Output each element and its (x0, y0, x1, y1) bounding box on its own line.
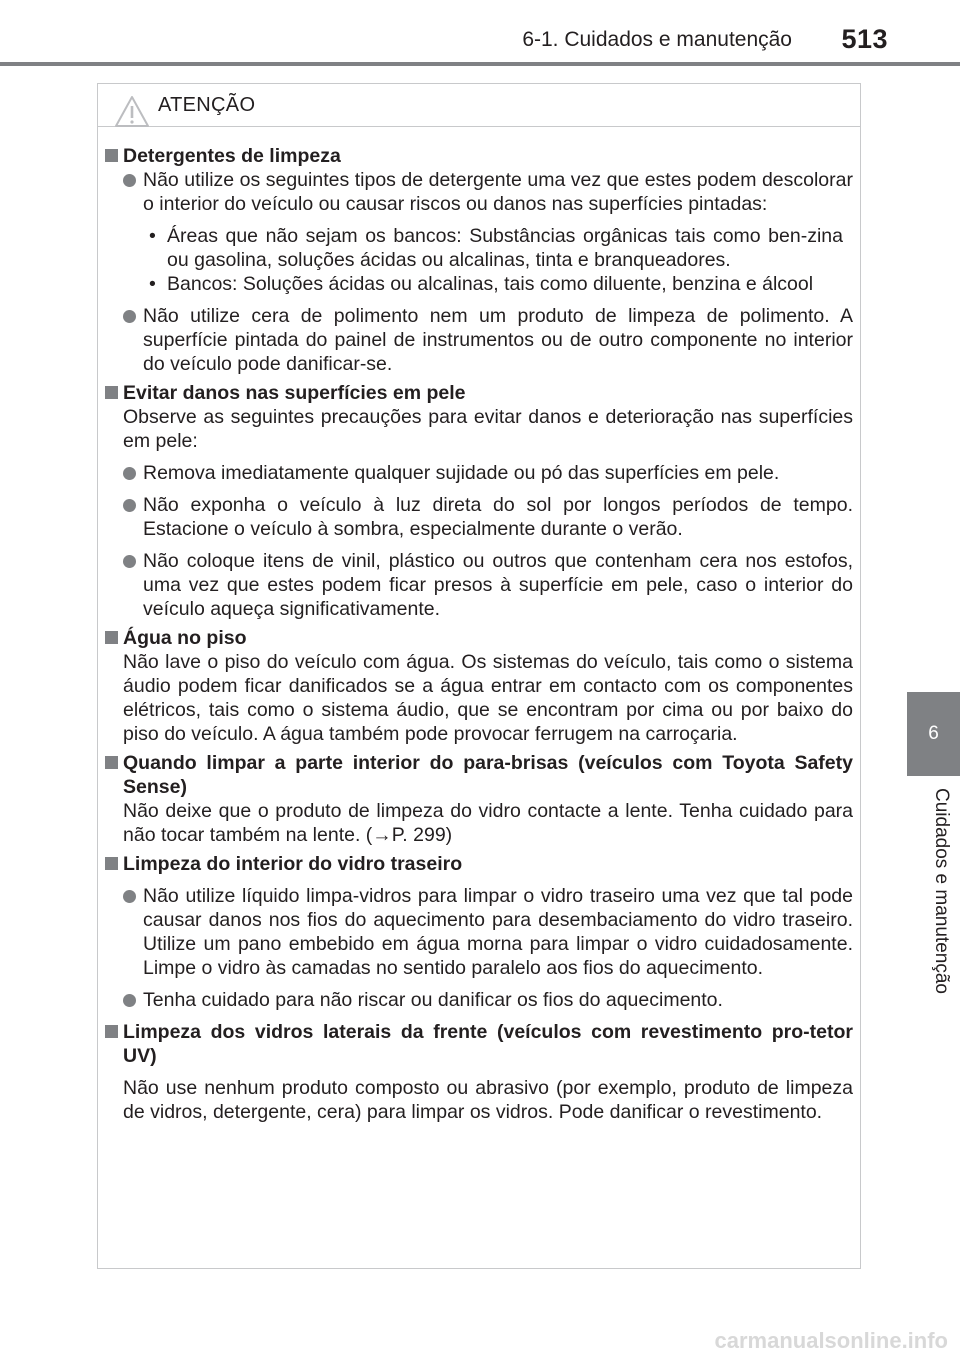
list-item: Não utilize os seguintes tipos de detergente uma vez que estes podem descolorar o interior do veículo ou causar riscos ou danos nas superfícies pintadas: (105, 168, 853, 216)
section-title-side-windows: Limpeza dos vidros laterais da frente (veículos com revestimento pro-tetor UV) (105, 1020, 853, 1068)
section-header: 6-1. Cuidados e manutenção (522, 28, 792, 51)
circle-bullet-icon (123, 499, 136, 512)
circle-bullet-icon (123, 994, 136, 1007)
chapter-number: 6 (928, 723, 939, 744)
circle-bullet-icon (123, 467, 136, 480)
warning-header (98, 84, 860, 127)
circle-bullet-icon (123, 890, 136, 903)
list-item: Não coloque itens de vinil, plástico ou outros que contenham cera nos estofos, uma vez que estes podem ficar presos à superfície em pele, caso o interior do veículo aqueça significativamente. (105, 549, 853, 621)
list-item: Não exponha o veículo à luz direta do sol por longos períodos de tempo. Estacione o veículo à sombra, especialmente durante o verão. (105, 493, 853, 541)
section-text: Não use nenhum produto composto ou abrasivo (por exemplo, produto de limpeza de vidros, detergente, cera) para limpar os vidros. Pode danificar o revestimento. (123, 1077, 853, 1123)
circle-bullet-icon (123, 310, 136, 323)
list-item: Não utilize cera de polimento nem um produto de limpeza de polimento. A superfície pintada do painel de instrumentos ou de outro componente no interior do veículo pode danificar-se. (105, 304, 853, 376)
list-item: Tenha cuidado para não riscar ou danificar os fios do aquecimento. (105, 988, 853, 1012)
page-number: 513 (841, 24, 888, 54)
square-bullet-icon (105, 149, 118, 162)
square-bullet-icon (105, 386, 118, 399)
warning-title: ATENÇÃO (158, 93, 256, 116)
chapter-label: Cuidados e manutenção (931, 788, 952, 994)
header-rule (0, 62, 960, 66)
square-bullet-icon (105, 756, 118, 769)
warning-box (97, 83, 861, 1269)
section-title-windshield: Quando limpar a parte interior do para-brisas (veículos com Toyota Safety Sense) (105, 751, 853, 799)
sub-list-item: • Bancos: Soluções ácidas ou alcalinas, tais como diluente, benzina e álcool (149, 273, 814, 295)
square-bullet-icon (105, 857, 118, 870)
circle-bullet-icon (123, 174, 136, 187)
square-bullet-icon (105, 1025, 118, 1038)
sub-list-item: • Áreas que não sejam os bancos: Substâncias orgânicas tais como ben-zina ou gasolina, soluções ácidas ou alcalinas, tinta e branqueadores. (149, 225, 843, 271)
list-item: Remova imediatamente qualquer sujidade ou pó das superfícies em pele. (105, 461, 853, 485)
warning-content (105, 144, 853, 1124)
square-bullet-icon (105, 631, 118, 644)
chapter-tab (907, 692, 960, 776)
section-text: Não lave o piso do veículo com água. Os sistemas do veículo, tais como o sistema áudio podem ficar danificados se a água entrar em contacto com os componentes elétricos, tais como o sistema áudio, que se encontram por cima ou por baixo do piso do veículo. A água também pode provocar ferrugem na carroçaria. (123, 651, 853, 745)
watermark: carmanualsonline.info (714, 1328, 948, 1353)
section-title-leather: Evitar danos nas superfícies em pele (105, 381, 853, 405)
section-title-detergents: Detergentes de limpeza (105, 144, 853, 168)
list-item: Não utilize líquido limpa-vidros para limpar o vidro traseiro uma vez que tal pode causar danos nos fios do aquecimento para desembaciamento do vidro traseiro. Utilize um pano embebido em água morna para limpar o vidro cuidadosamente. Limpe o vidro às camadas no sentido paralelo aos fios do aquecimento. (105, 884, 853, 980)
section-text: Não deixe que o produto de limpeza do vidro contacte a lente. Tenha cuidado para não tocar também na lente. (→P. 299) (123, 800, 853, 846)
circle-bullet-icon (123, 555, 136, 568)
section-text: Observe as seguintes precauções para evitar danos e deterioração nas superfícies em pele: (123, 406, 853, 452)
section-title-rear-window: Limpeza do interior do vidro traseiro (105, 852, 853, 876)
warning-triangle-icon (114, 95, 150, 129)
section-title-floor: Água no piso (105, 626, 853, 650)
